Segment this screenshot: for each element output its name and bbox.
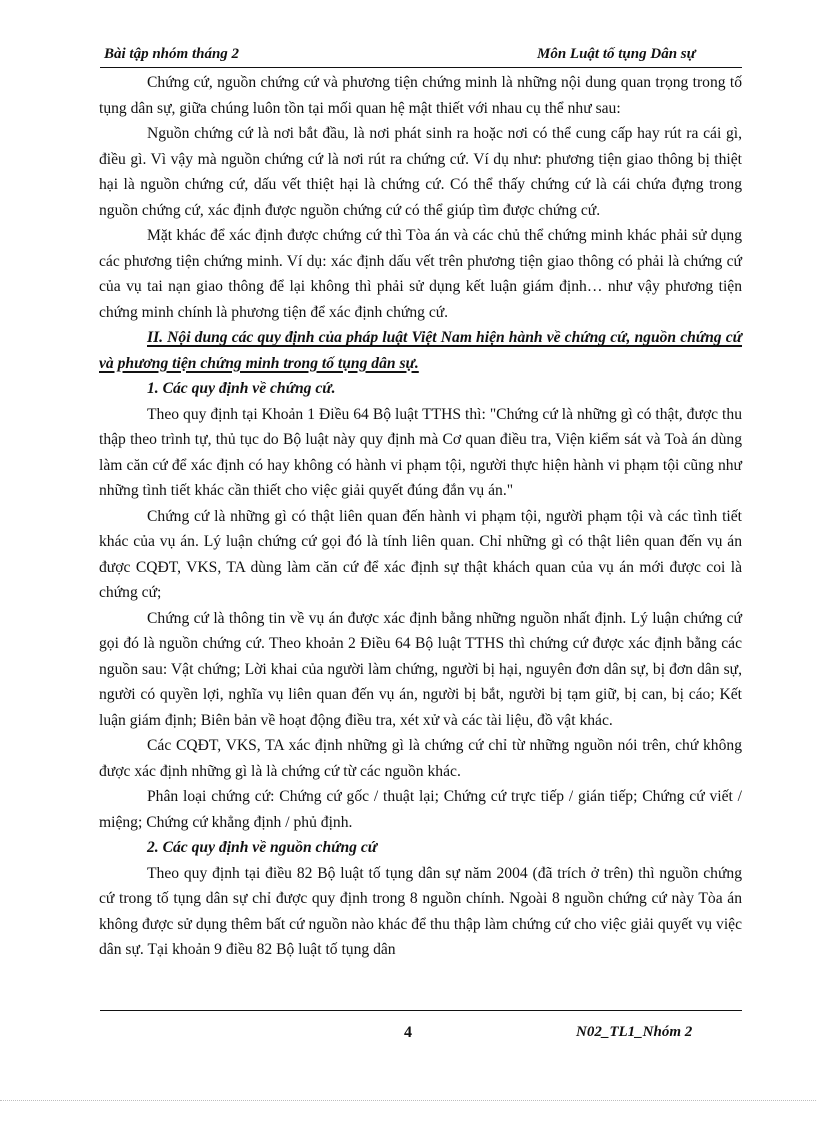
paragraph-intro: Chứng cứ, nguồn chứng cứ và phương tiện chứng minh là những nội dung quan trọng trong tố tụng dân sự, giữa chúng luôn tồn tại mối quan hệ mật thiết với nhau cụ thể như sau:: [99, 74, 742, 117]
paragraph-relevance: Chứng cứ là những gì có thật liên quan đến hành vi phạm tội, người phạm tội và các tình tiết khác của vụ án. Lý luận chứng cứ gọi đó là tính liên quan. Chỉ những gì có thật liên quan đến vụ án được CQĐT, VKS, TA dùng làm căn cứ để xác định sự thật khách quan của vụ án mới được coi là chứng cứ;: [99, 507, 742, 601]
page-boundary: [0, 1100, 816, 1101]
page-body: [99, 70, 742, 963]
paragraph-source-definition: Nguồn chứng cứ là nơi bắt đầu, là nơi phát sinh ra hoặc nơi có thể cung cấp hay rút ra cái gì, điều gì. Vì vậy mà nguồn chứng cứ là nơi rút ra chứng cứ. Ví dụ như: phương tiện giao thông bị thiệt hại là nguồn chứng cứ, dấu vết thiệt hại là chứng cứ. Có thể thấy chứng cứ là cái chứa đựng trong nguồn chứng cứ, xác định được nguồn chứng cứ có thể giúp tìm được chứng cứ.: [99, 125, 742, 219]
paragraph-means-of-proof: Mặt khác để xác định được chứng cứ thì Tòa án và các chủ thể chứng minh khác phải sử dụng các phương tiện chứng minh. Ví dụ: xác định dấu vết trên phương tiện giao thông có phải là chứng cứ của vụ tai nạn giao thông để lại không thì phải sử dụng kết luận giám định… như vậy phương tiện chứng minh chính là phương tiện để xác định chứng cứ.: [99, 227, 742, 321]
subheading-source-rules: 2. Các quy định về nguồn chứng cứ: [147, 839, 378, 856]
paragraph-article-82: Theo quy định tại điều 82 Bộ luật tố tụng dân sự năm 2004 (đã trích ở trên) thì nguồn chứng cứ trong tố tụng dân sự chỉ được quy định trong 8 nguồn chính. Ngoài 8 nguồn chứng cứ này Tòa án không được sử dụng thêm bất cứ nguồn nào khác để thu thập làm chứng cứ cho việc giải quyết vụ việc dân sự. Tại khoản 9 điều 82 Bộ luật tố tụng dân: [99, 864, 742, 958]
paragraph-evidence-sources: Chứng cứ là thông tin về vụ án được xác định bằng những nguồn nhất định. Lý luận chứng cứ gọi đó là nguồn chứng cứ. Theo khoản 2 Điều 64 Bộ luật TTHS thì chứng cứ được xác định bằng các nguồn sau: Vật chứng; Lời khai của người làm chứng, người bị hại, nguyên đơn dân sự, bị đơn dân sự, người có quyền lợi, nghĩa vụ liên quan đến vụ án, người bị bắt, người bị tạm giữ, bị can, bị cáo; Kết luận giám định; Biên bản về hoạt động điều tra, xét xử và các tài liệu, đồ vật khác.: [99, 609, 742, 729]
section-heading-ii: II. Nội dung các quy định của pháp luật Việt Nam hiện hành về chứng cứ, nguồn chứng cứ và phương tiện chứng minh trong tố tụng dân sự.: [99, 329, 742, 372]
page-number: 4: [404, 1024, 412, 1041]
header-subject: Môn Luật tố tụng Dân sự: [537, 46, 696, 62]
paragraph-article-64: Theo quy định tại Khoản 1 Điều 64 Bộ luật TTHS thì: "Chứng cứ là những gì có thật, được thu thập theo trình tự, thủ tục do Bộ luật này quy định mà Cơ quan điều tra, Viện kiểm sát và Toà án dùng làm căn cứ để xác định có hay không có hành vi phạm tội, người thực hiện hành vi phạm tội cũng như những tình tiết khác cần thiết cho việc giải quyết đúng đắn vụ án.": [99, 405, 742, 499]
subheading-evidence-rules: 1. Các quy định về chứng cứ.: [147, 380, 336, 397]
header-course-title: Bài tập nhóm tháng 2: [104, 46, 240, 62]
paragraph-classification: Phân loại chứng cứ: Chứng cứ gốc / thuật lại; Chứng cứ trực tiếp / gián tiếp; Chứng cứ viết / miệng; Chứng cứ khẳng định / phủ định.: [99, 788, 742, 831]
footer-group-label: N02_TL1_Nhóm 2: [576, 1024, 693, 1040]
header-divider: [100, 67, 742, 68]
paragraph-agencies: Các CQĐT, VKS, TA xác định những gì là chứng cứ chỉ từ những nguồn nói trên, chứ không được xác định những gì là là chứng cứ từ các nguồn khác.: [99, 737, 742, 780]
footer-divider: [100, 1010, 742, 1011]
